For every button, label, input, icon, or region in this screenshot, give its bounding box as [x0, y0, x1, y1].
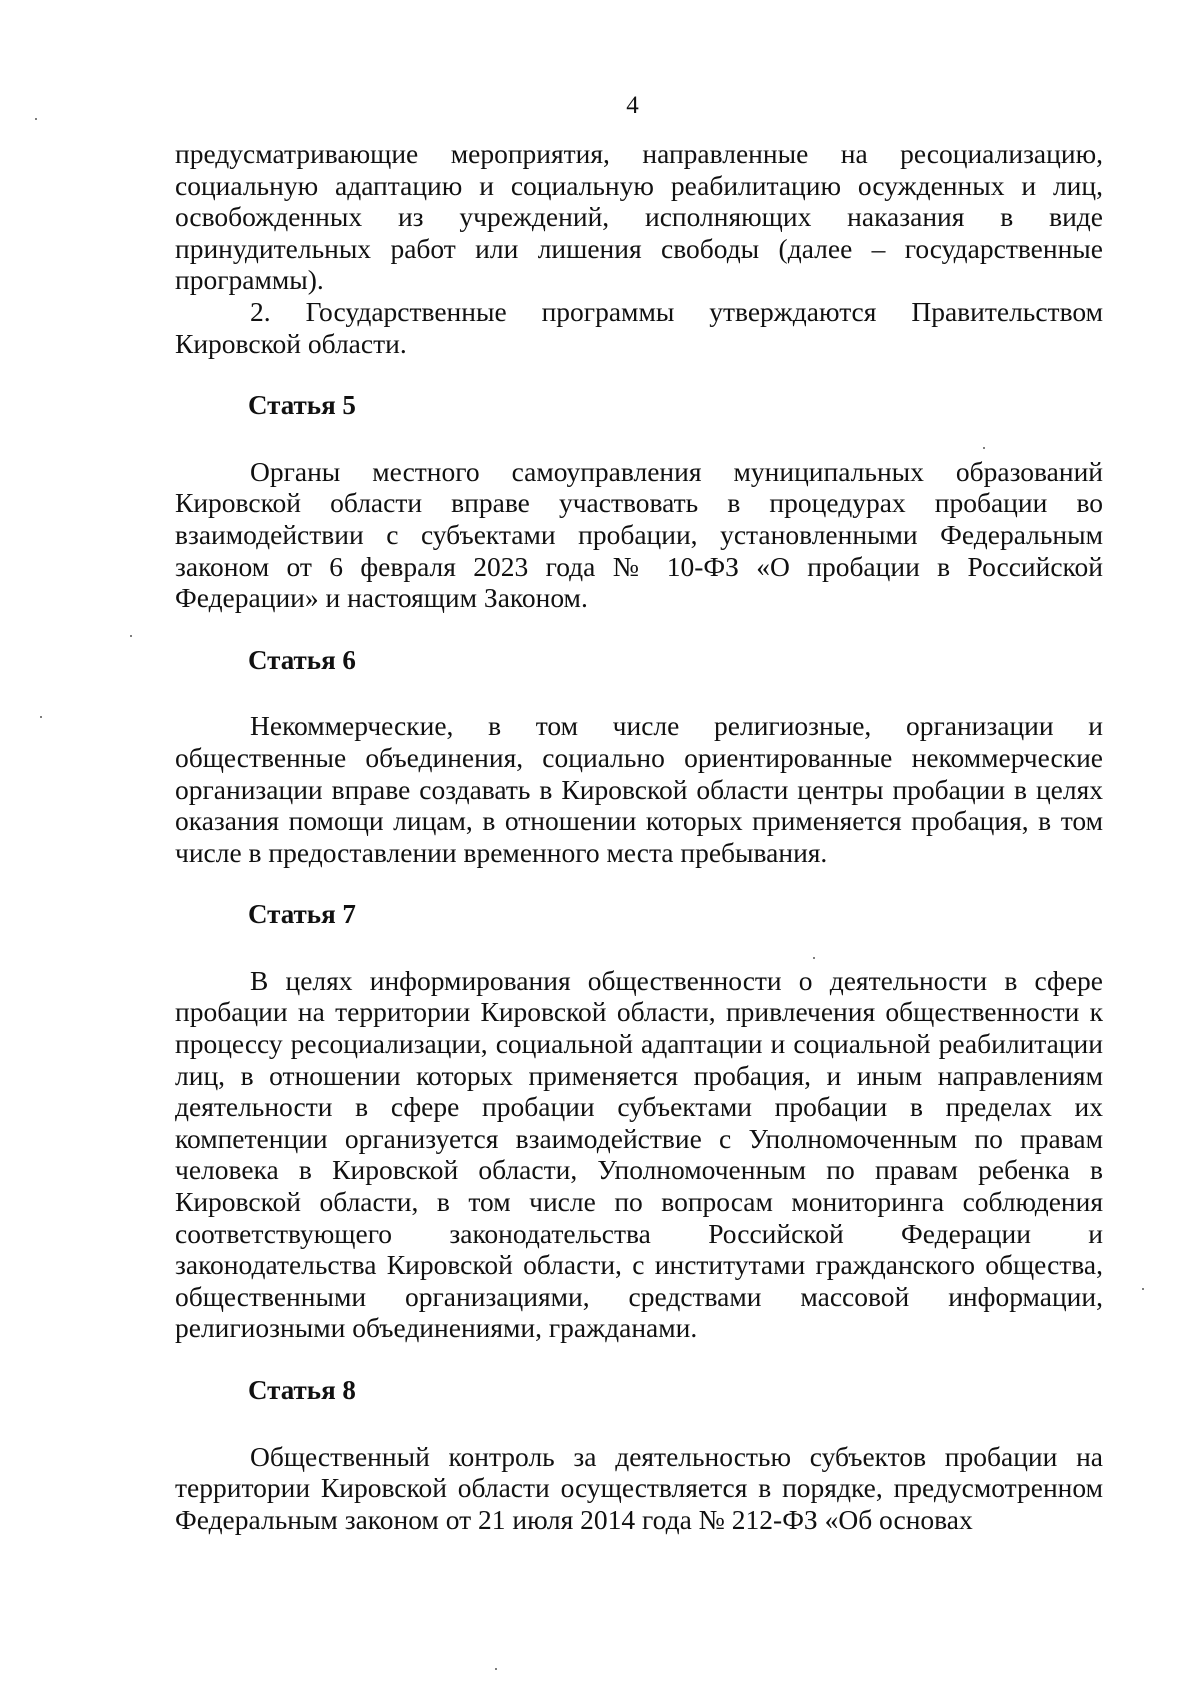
scan-speck: [1142, 1288, 1144, 1290]
article-7-text: В целях информирования общественности о деятельности в сфере пробации на территории Кировской области, привлечения общественности к процессу ресоциализации, социальной адаптации и социальной реабилитации лиц, в отношении которых применяется пробация, и иным направлениям деятельности в сфере пробации субъектами пробации в пределах их компетенции организуется взаимодействие с Уполномоченным по правам человека в Кировской области, Уполномоченным по правам ребенка в Кировской области, в том числе по вопросам мониторинга соблюдения соответствующего законодательства Российской Федерации и законодательства Кировской области, с институтами гражданского общества, общественными организациями, средствами массовой информации, религиозными объединениями, гражданами.: [175, 964, 1103, 1344]
article-5-text: Органы местного самоуправления муниципальных образований Кировской области вправе участвовать в процедурах пробации во взаимодействии с субъектами пробации, установленными Федеральным законом от 6 февраля 2023 года № 10-ФЗ «О пробации в Российской Федерации» и настоящим Законом.: [175, 455, 1103, 614]
article-6-text: Некоммерческие, в том числе религиозные, организации и общественные объединения, социально ориентированные некоммерческие организации вправе создавать в Кировской области центры пробации в целях оказания помощи лицам, в отношении которых применяется пробация, в том числе в предоставлении временного места пребывания.: [175, 710, 1103, 868]
scan-speck: [495, 1668, 497, 1670]
article-8-heading: Статья 8: [248, 1375, 356, 1405]
article-7-heading: Статья 7: [248, 899, 356, 930]
paragraph-item-2: 2. Государственные программы утверждаются Правительством Кировской области.: [175, 295, 1103, 359]
scan-speck: [40, 716, 42, 718]
scan-speck: [130, 635, 132, 637]
article-5-heading: Статья 5: [248, 390, 356, 421]
document-body: [175, 138, 1103, 1535]
scan-speck: [813, 957, 815, 959]
scan-speck: [983, 447, 985, 449]
article-6-heading: Статья 6: [248, 644, 356, 675]
scan-speck: [35, 118, 37, 120]
page-number: 4: [626, 92, 639, 119]
article-8-text: Общественный контроль за деятельностью субъектов пробации на территории Кировской области осуществляется в порядке, предусмотренном Федеральным законом от 21 июля 2014 года № 212-ФЗ «Об основах: [175, 1440, 1103, 1535]
paragraph-continuation: предусматривающие мероприятия, направленные на ресоциализацию, социальную адаптацию и социальную реабилитацию осужденных и лиц, освобожденных из учреждений, исполняющих наказания в виде принудительных работ или лишения свободы (далее – государственные программы).: [175, 138, 1103, 296]
